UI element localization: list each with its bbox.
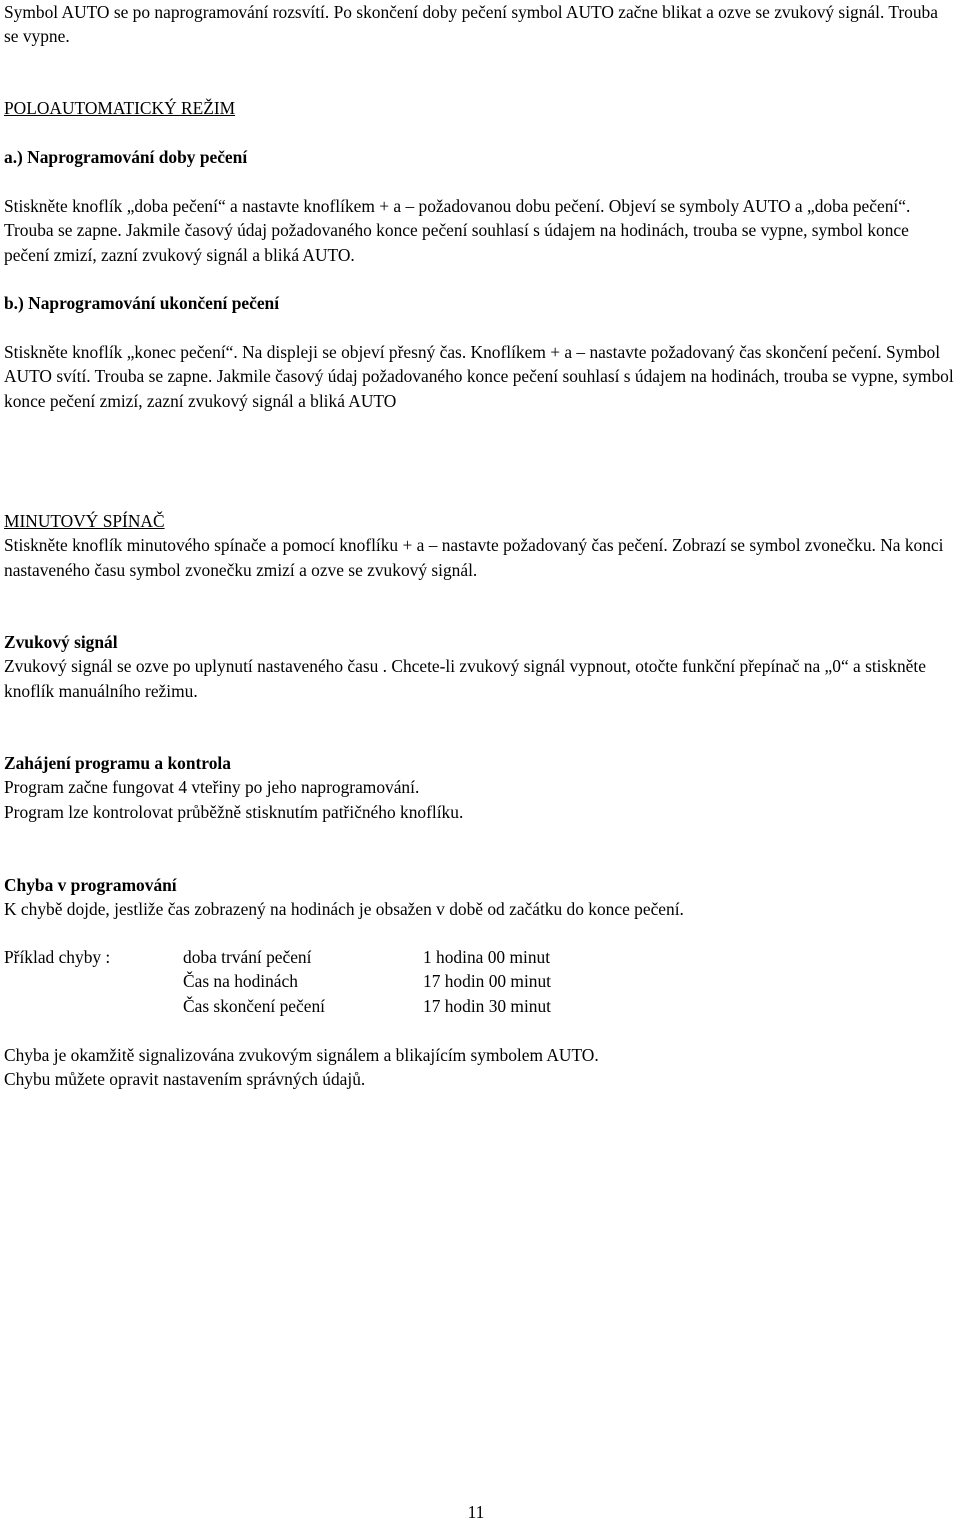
error-example-row-value: 17 hodin 30 minut [423,995,552,1016]
sound-heading: Zvukový signál [4,632,118,652]
error-example-row-value: 17 hodin 00 minut [423,971,552,992]
error-example-row-label: Čas skončení pečení [183,995,325,1016]
error-example-row-value: 1 hodina 00 minut [423,947,551,967]
error-example-table [4,945,956,1018]
error-heading: Chyba v programování [4,875,177,895]
error-example-row [4,945,956,969]
section-a-heading: a.) Naprogramování doby pečení [4,147,248,167]
sound-paragraph: Zvukový signál se ozve po uplynutí nastaveného času . Chcete-li zvukový signál vypnout, otočte funkční přepínač na „0“ a stiskněte knoflík manuálního režimu. [4,656,926,701]
start-line-2: Program lze kontrolovat průběžně stisknutím patřičného knoflíku. [4,801,464,822]
error-line-2: Chybu můžete opravit nastavením správných údajů. [4,1069,366,1090]
timer-paragraph: Stiskněte knoflík minutového spínače a pomocí knoflíku + a – nastavte požadovaný čas pečení. Zobrazí se symbol zvonečku. Na konci nastaveného času symbol zvonečku zmizí a ozve se zvukový signál. [4,535,944,580]
error-line-1: Chyba je okamžitě signalizována zvukovým signálem a blikajícím symbolem AUTO. [4,1045,599,1065]
error-example-label: Příklad chyby : [4,947,111,967]
section-a-paragraph: Stiskněte knoflík „doba pečení“ a nastavte knoflíkem + a – požadovanou dobu pečení. Objeví se symboly AUTO a „doba pečení“. Trouba se zapne. Jakmile časový údaj požadovaného konce pečení souhlasí s údajem na hodinách, trouba se vypne, symbol konce pečení zmizí, zazní zvukový signál a bliká AUTO. [4,196,911,265]
start-line-1: Program začne fungovat 4 vteřiny po jeho naprogramování. [4,777,420,798]
error-example-row [4,969,956,993]
error-example-row-label: doba trvání pečení [183,947,312,967]
error-example-row-label: Čas na hodinách [183,971,298,992]
document-page [4,0,956,1523]
timer-heading: MINUTOVÝ SPÍNAČ [4,511,165,531]
section-b-paragraph: Stiskněte knoflík „konec pečení“. Na displeji se objeví přesný čas. Knoflíkem + a – nastavte požadovaný čas skončení pečení. Symbol AUTO svítí. Trouba se zapne. Jakmile časový údaj požadovaného konce pečení souhlasí s údajem na hodinách, trouba se vypne, symbol konce pečení zmizí, zazní zvukový signál a bliká AUTO [4,342,954,411]
error-paragraph: K chybě dojde, jestliže čas zobrazený na hodinách je obsažen v době od začátku do konce pečení. [4,899,684,920]
intro-paragraph: Symbol AUTO se po naprogramování rozsvítí. Po skončení doby pečení symbol AUTO začne blikat a ozve se zvukový signál. Trouba se vypne. [4,2,938,47]
page-number: 11 [467,1502,485,1522]
start-heading: Zahájení programu a kontrola [4,753,231,773]
semiauto-heading: POLOAUTOMATICKÝ REŽIM [4,98,236,118]
error-example-row [4,994,956,1018]
section-b-heading: b.) Naprogramování ukončení pečení [4,293,280,313]
